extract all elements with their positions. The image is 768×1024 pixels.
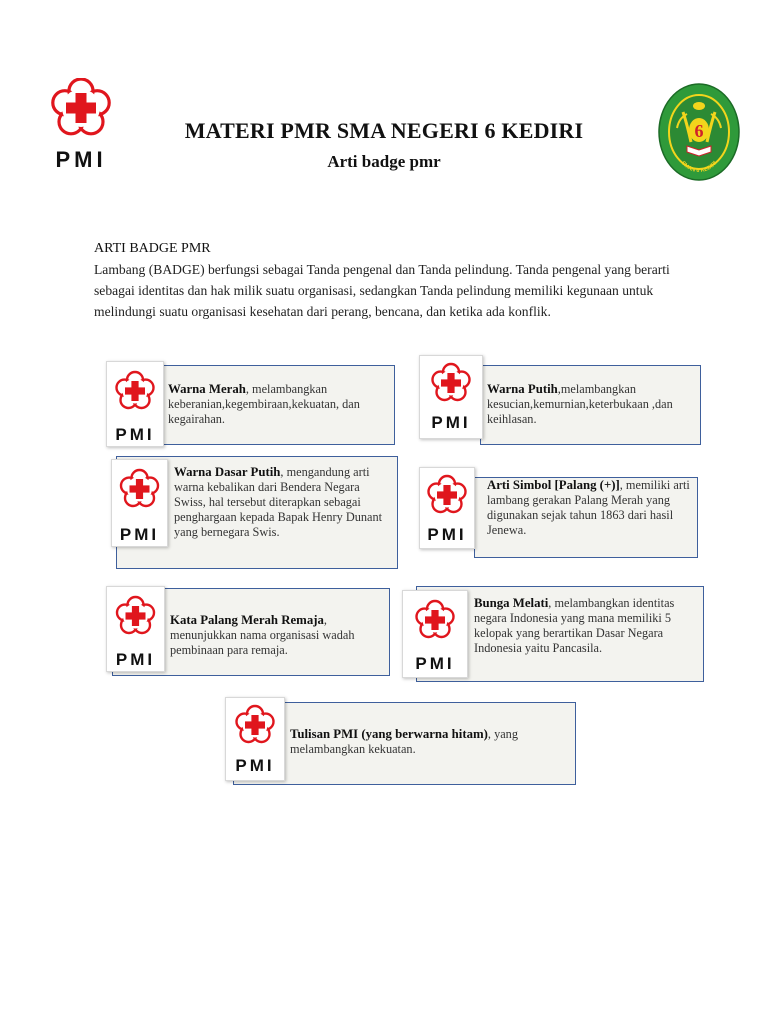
card-title: Bunga Melati — [474, 596, 549, 610]
card-text: Arti Simbol [Palang (+)], memiliki arti lambang gerakan Palang Merah yang digunakan sejak tahun 1863 dari hasil Jenewa. — [487, 478, 690, 537]
card-text: Warna Dasar Putih, mengandung arti warna kebalikan dari Bendera Negara Swiss, hal tersebut diterapkan sebagai penghargaan kepada Bapak Henry Dunant yang bernegara Swis. — [174, 465, 383, 539]
card-icon-frame — [402, 590, 468, 678]
card-title: Warna Dasar Putih — [174, 465, 281, 479]
page-subtitle: Arti badge pmr — [327, 152, 441, 171]
section-heading: ARTI BADGE PMR — [94, 241, 211, 256]
pmi-logo-icon — [420, 468, 474, 548]
card-title: Warna Merah — [168, 382, 246, 396]
svg-text:PMI: PMI — [235, 756, 275, 775]
school-seal-logo — [657, 82, 741, 182]
intro-paragraph: Lambang (BADGE) berfungsi sebagai Tanda pengenal dan Tanda pelindung. Tanda pengenal yang berarti sebagai identitas dan hak milik suatu organisasi, sedangkan Tanda pelindung memiliki kegunaan untuk melindungi suatu organisasi kesehatan dari perang, bencana, dan ketika ada konflik. — [94, 262, 670, 319]
seal-bottom-text: SMAN 6 KEDIRI — [679, 160, 719, 175]
card-icon-frame — [106, 361, 164, 447]
svg-text:PMI: PMI — [415, 654, 455, 673]
card-icon-frame — [111, 459, 168, 547]
card-text: Kata Palang Merah Remaja, menunjukkan nama organisasi wadah pembinaan para remaja. — [170, 613, 355, 657]
card-icon-frame — [106, 586, 165, 672]
card-icon-frame — [419, 355, 483, 439]
card-icon-frame — [225, 697, 285, 781]
card-icon-frame — [419, 467, 475, 549]
card-text: Bunga Melati, melambangkan identitas negara Indonesia yang mana memiliki 5 kelopak yang berartikan Dasar Negara Indonesia yaitu Pancasila. — [474, 596, 675, 655]
pmi-logo-text: PMI — [55, 147, 107, 172]
card-text: Warna Putih,melambangkan kesucian,kemurnian,keterbukaan ,dan keihlasan. — [487, 382, 673, 426]
card-title: Arti Simbol [Palang (+)] — [487, 478, 620, 492]
svg-text:PMI: PMI — [115, 650, 156, 669]
page-title: MATERI PMR SMA NEGERI 6 KEDIRI — [184, 118, 584, 143]
pmi-logo-icon — [226, 698, 284, 780]
card-text: Warna Merah, melambangkan keberanian,kegembiraan,kekuatan, dan kegairahan. — [168, 382, 360, 426]
card-title: Warna Putih — [487, 382, 558, 396]
svg-text:PMI: PMI — [431, 413, 471, 432]
svg-text:PMI: PMI — [119, 525, 160, 544]
pmi-logo-icon — [420, 356, 482, 438]
seal-number: 6 — [694, 121, 704, 141]
pmi-logo-icon — [112, 460, 167, 546]
pmi-logo-icon — [403, 591, 467, 677]
svg-text:PMI: PMI — [115, 425, 155, 444]
svg-text:PMI: PMI — [427, 525, 467, 544]
pmi-logo-icon — [107, 587, 164, 671]
card-title: Kata Palang Merah Remaja — [170, 613, 324, 627]
card-text: Tulisan PMI (yang berwarna hitam), yang melambangkan kekuatan. — [290, 727, 518, 756]
pmi-logo-icon — [107, 362, 163, 446]
card-title: Tulisan PMI (yang berwarna hitam) — [290, 727, 488, 741]
